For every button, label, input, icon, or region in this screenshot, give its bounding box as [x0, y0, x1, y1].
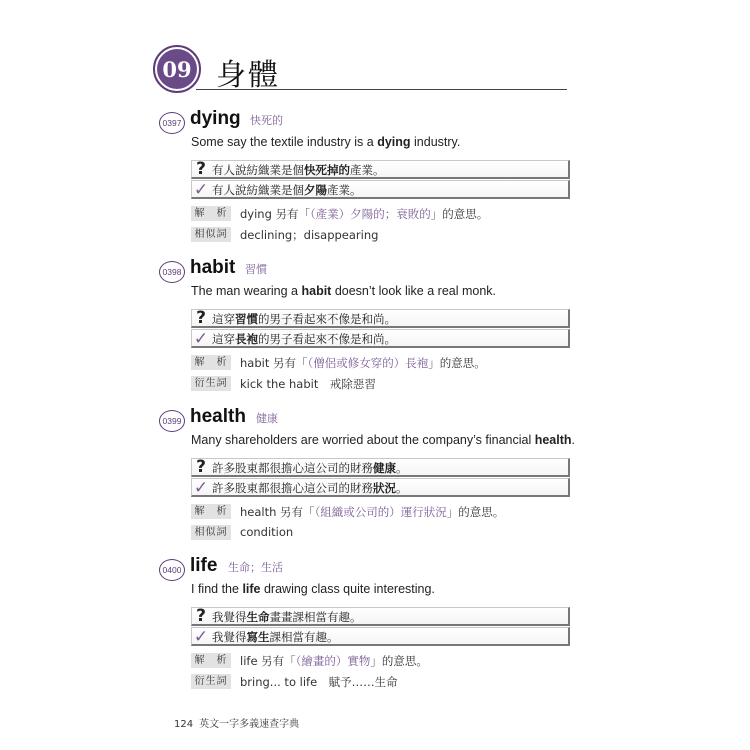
- checkmark-icon: ✓: [193, 627, 209, 647]
- analysis-label: 解 析: [191, 206, 231, 221]
- wrong-translation-row: [191, 458, 570, 477]
- correct-translation: 我覺得寫生課相當有趣。: [212, 630, 339, 644]
- entry-number-badge: 0399: [159, 410, 185, 432]
- analysis-text: life 另有「（繪畫的）實物」的意思。: [240, 654, 428, 668]
- wrong-translation: 這穿習慣的男子看起來不像是和尚。: [212, 312, 396, 326]
- book-title: 英文一字多義速查字典: [199, 719, 300, 730]
- page-footer: [174, 715, 305, 730]
- correct-translation-row: [191, 180, 570, 199]
- wrong-translation-row: [191, 309, 570, 328]
- chapter-title: 身體: [216, 58, 280, 93]
- correct-translation: 有人說紡織業是個夕陽產業。: [212, 183, 362, 197]
- checkmark-icon: ✓: [193, 180, 209, 200]
- question-mark-icon: ?: [196, 457, 206, 477]
- correct-translation-row: [191, 478, 570, 497]
- head-word: habit: [190, 257, 236, 278]
- checkmark-icon: ✓: [193, 478, 209, 498]
- related-text: declining；disappearing: [240, 228, 379, 242]
- question-mark-icon: ?: [196, 606, 206, 626]
- entry-number-badge: 0397: [159, 112, 185, 134]
- example-sentence: I find the life drawing class quite interesting.: [191, 582, 435, 596]
- question-mark-icon: ?: [196, 159, 206, 179]
- wrong-translation: 有人說紡織業是個快死掉的產業。: [212, 163, 385, 177]
- analysis-text: habit 另有「（僧侶或修女穿的）長袍」的意思。: [240, 356, 486, 370]
- example-sentence: Some say the textile industry is a dying industry.: [191, 135, 461, 149]
- wrong-translation-row: [191, 160, 570, 179]
- head-meaning: 生命；生活: [228, 561, 283, 574]
- head-meaning: 健康: [256, 412, 278, 425]
- analysis-label: 解 析: [191, 504, 231, 519]
- correct-translation-row: [191, 627, 570, 646]
- correct-translation: 這穿長袍的男子看起來不像是和尚。: [212, 332, 396, 346]
- analysis-text: dying 另有「（產業）夕陽的；衰敗的」的意思。: [240, 207, 489, 221]
- page-number: 124: [174, 719, 194, 730]
- chapter-divider: [196, 89, 567, 90]
- head-meaning: 快死的: [250, 114, 283, 127]
- related-label: 相似詞: [191, 227, 231, 242]
- entry-number-badge: 0400: [159, 559, 185, 581]
- chapter-badge: [153, 45, 201, 93]
- entry-number-badge: 0398: [159, 261, 185, 283]
- head-word: dying: [190, 108, 241, 129]
- related-text: kick the habit 戒除惡習: [240, 377, 376, 391]
- wrong-translation: 我覺得生命畫畫課相當有趣。: [212, 610, 362, 624]
- correct-translation: 許多股東都很擔心這公司的財務狀況。: [212, 481, 408, 495]
- head-word: health: [190, 406, 246, 427]
- head-meaning: 習慣: [245, 263, 267, 276]
- correct-translation-row: [191, 329, 570, 348]
- analysis-label: 解 析: [191, 653, 231, 668]
- chapter-number: 09: [157, 49, 197, 89]
- related-label: 相似詞: [191, 525, 231, 540]
- analysis-text: health 另有「（組織或公司的）運行狀況」的意思。: [240, 505, 505, 519]
- wrong-translation-row: [191, 607, 570, 626]
- example-sentence: Many shareholders are worried about the company’s financial health.: [191, 433, 576, 447]
- checkmark-icon: ✓: [193, 329, 209, 349]
- related-text: condition: [240, 525, 294, 539]
- related-label: 衍生詞: [191, 376, 231, 391]
- related-text: bring... to life 賦予……生命: [240, 675, 398, 689]
- related-label: 衍生詞: [191, 674, 231, 689]
- analysis-label: 解 析: [191, 355, 231, 370]
- question-mark-icon: ?: [196, 308, 206, 328]
- head-word: life: [190, 555, 218, 576]
- wrong-translation: 許多股東都很擔心這公司的財務健康。: [212, 461, 408, 475]
- example-sentence: The man wearing a habit doesn’t look like a real monk.: [191, 284, 497, 298]
